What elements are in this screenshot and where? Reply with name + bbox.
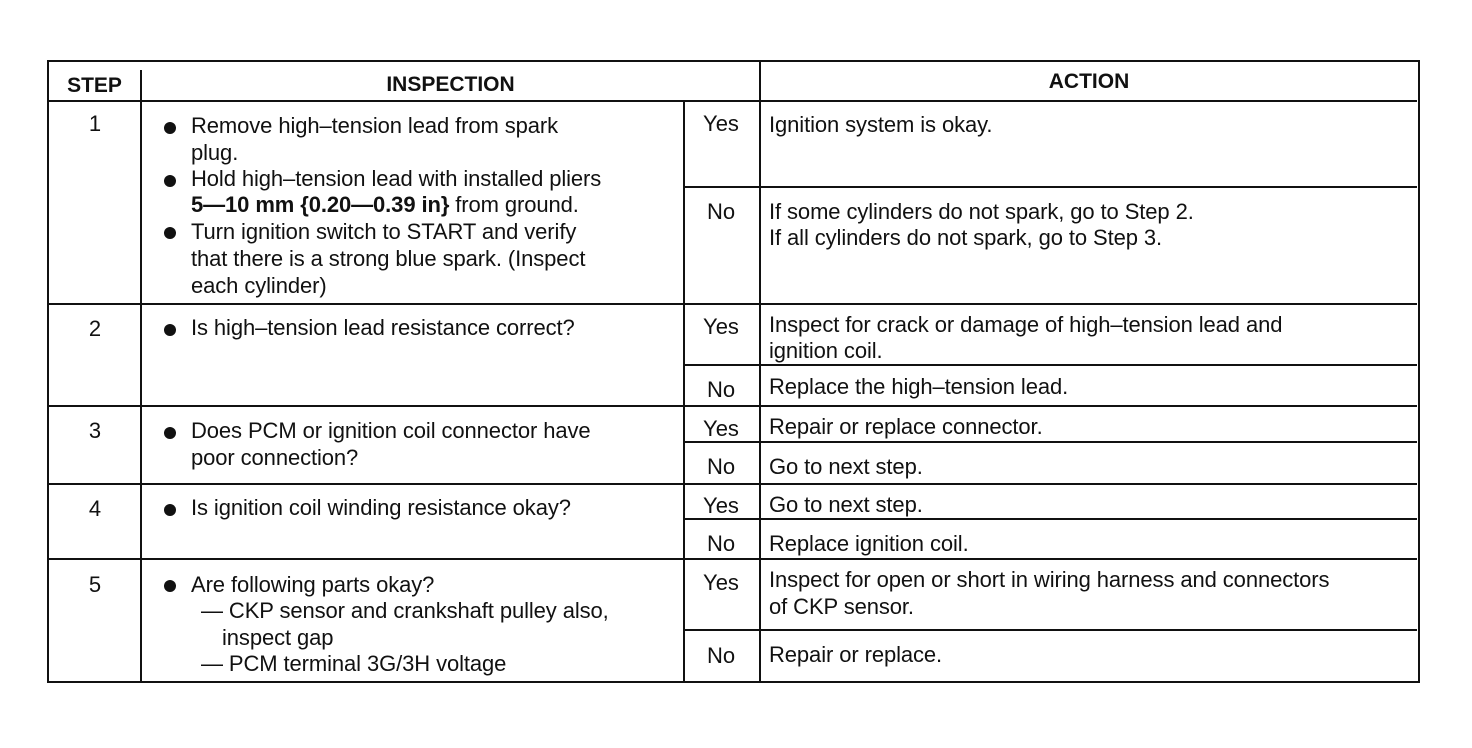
- column-divider-action: [759, 62, 761, 682]
- yes-label: Yes: [703, 314, 739, 339]
- header-divider: [49, 100, 1417, 102]
- yes-label: Yes: [703, 493, 739, 518]
- inspection-text: [191, 192, 579, 219]
- bullet-icon: [164, 580, 176, 592]
- header-action: ACTION: [1048, 70, 1130, 93]
- yes-label: Yes: [703, 111, 739, 136]
- inspection-subitem: — CKP sensor and crankshaft pulley also,: [201, 598, 609, 623]
- inspection-text: poor connection?: [191, 445, 359, 470]
- header-inspection: INSPECTION: [386, 73, 515, 96]
- bullet-icon: [164, 504, 176, 516]
- bullet-icon: [164, 324, 176, 336]
- inspection-text: Is high–tension lead resistance correct?: [191, 315, 575, 340]
- no-label: No: [706, 377, 736, 402]
- action-text: Inspect for open or short in wiring harness and connectors: [769, 567, 1330, 592]
- row-divider-2: [49, 405, 1417, 407]
- bullet-icon: [164, 122, 176, 134]
- action-text: ignition coil.: [769, 338, 883, 363]
- row-divider-3: [49, 483, 1417, 485]
- yes-no-divider-3: [683, 441, 1417, 443]
- no-label: No: [706, 531, 736, 556]
- header-step: STEP: [67, 74, 122, 97]
- yes-label: Yes: [703, 570, 739, 595]
- yes-no-divider-1: [683, 186, 1417, 188]
- bullet-icon: [164, 227, 176, 239]
- step-number: 1: [88, 111, 102, 136]
- row-divider-4: [49, 558, 1417, 560]
- inspection-subitem: inspect gap: [222, 625, 334, 650]
- no-label: No: [706, 643, 736, 668]
- inspection-text: each cylinder): [191, 273, 327, 298]
- inspection-text-suffix: from ground.: [449, 192, 579, 217]
- measurement-value: 5—10 mm {0.20—0.39 in}: [191, 192, 450, 217]
- no-label: No: [706, 454, 736, 479]
- bullet-icon: [164, 427, 176, 439]
- yes-label: Yes: [703, 416, 739, 441]
- action-text: Ignition system is okay.: [769, 112, 993, 137]
- inspection-text: plug.: [191, 140, 239, 165]
- action-text: Go to next step.: [769, 492, 923, 517]
- action-text: Replace the high–tension lead.: [769, 374, 1069, 399]
- inspection-text: Turn ignition switch to START and verify: [191, 219, 577, 244]
- inspection-text: Is ignition coil winding resistance okay?: [191, 495, 571, 520]
- inspection-text: Are following parts okay?: [191, 572, 435, 597]
- step-number: 5: [88, 572, 102, 597]
- no-label: No: [706, 199, 736, 224]
- action-text: Repair or replace connector.: [769, 414, 1043, 439]
- action-text: Go to next step.: [769, 454, 923, 479]
- action-text: Inspect for crack or damage of high–tension lead and: [769, 312, 1283, 337]
- action-text: If all cylinders do not spark, go to Step 3.: [769, 225, 1163, 250]
- inspection-text: Hold high–tension lead with installed pliers: [191, 166, 602, 191]
- action-text: Repair or replace.: [769, 642, 943, 667]
- yes-no-divider-5: [683, 629, 1417, 631]
- inspection-text: Remove high–tension lead from spark: [191, 113, 559, 138]
- step-number: 4: [88, 496, 102, 521]
- row-divider-1: [49, 303, 1417, 305]
- troubleshooting-table: [47, 60, 1420, 683]
- inspection-text: that there is a strong blue spark. (Inspect: [191, 246, 586, 271]
- inspection-subitem: — PCM terminal 3G/3H voltage: [201, 651, 507, 676]
- step-number: 2: [88, 316, 102, 341]
- action-text: of CKP sensor.: [769, 594, 914, 619]
- inspection-text: Does PCM or ignition coil connector have: [191, 418, 591, 443]
- bullet-icon: [164, 175, 176, 187]
- action-text: Replace ignition coil.: [769, 531, 969, 556]
- action-text: If some cylinders do not spark, go to Step 2.: [769, 199, 1194, 224]
- step-number: 3: [88, 418, 102, 443]
